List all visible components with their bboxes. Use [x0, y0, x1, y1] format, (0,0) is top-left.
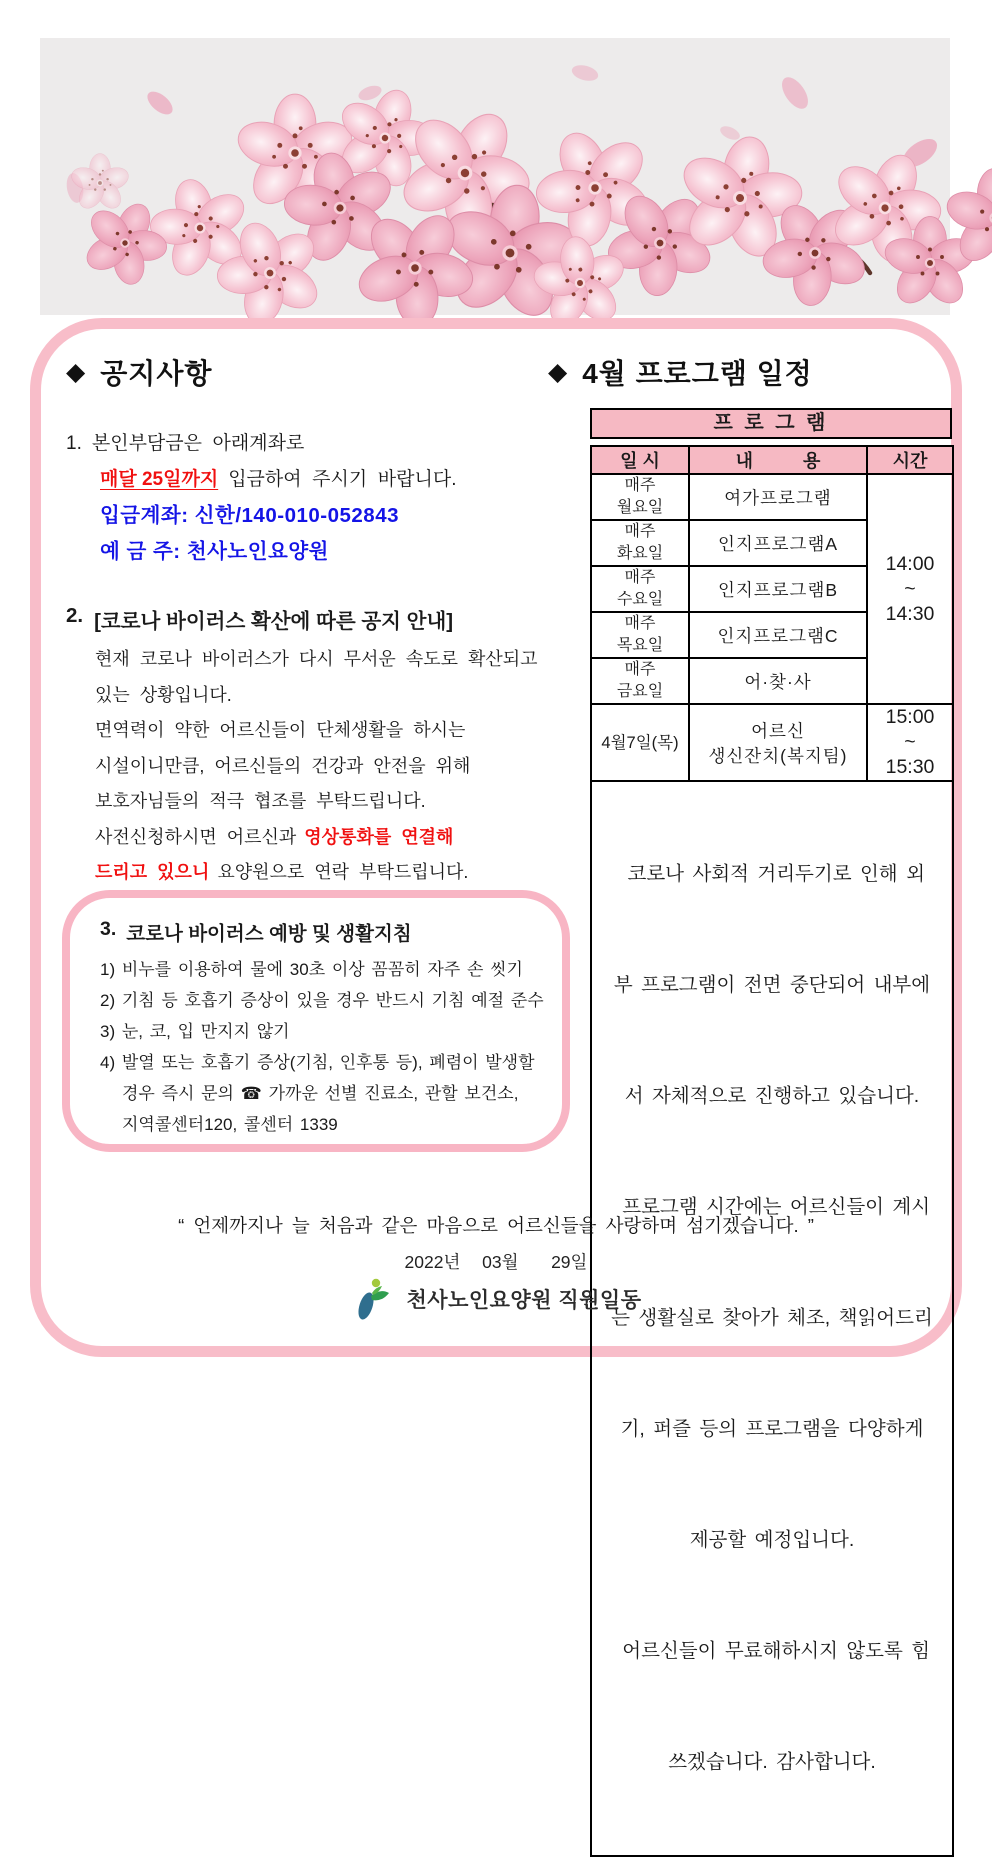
content-cell: 여가프로그램: [689, 474, 867, 520]
covid-body-line: 현재 코로나 바이러스가 다시 무서운 속도로 확산되고: [95, 649, 538, 669]
diamond-icon: ◆: [548, 357, 569, 386]
guideline-line: 4) 발열 또는 호흡기 증상(기침, 인후통 등), 폐렴이 발생할: [100, 1053, 535, 1072]
payment-account-line: [100, 498, 456, 534]
note-line: 프로그램 시간에는 어르신들이 계시: [613, 1196, 931, 1218]
day-cell: [591, 474, 689, 520]
note-line: 코로나 사회적 거리두기로 인해 외: [619, 863, 925, 885]
day-line: 화요일: [616, 545, 664, 562]
covid-body-line: 면역력이 약한 어르신들이 단체생활을 하시는: [95, 720, 466, 740]
content-cell: 인지프로그램C: [689, 612, 867, 658]
cherry-blossom-banner: [40, 38, 950, 315]
guideline-line: 3) 눈, 코, 입 만지지 않기: [100, 1022, 290, 1041]
footer-date: 2022년 03월 29일: [404, 1252, 588, 1272]
item-number: 1.: [66, 433, 82, 454]
content-cell: [689, 704, 867, 781]
day-line: 월요일: [616, 499, 664, 516]
payment-line-1: [66, 426, 456, 462]
covid-guideline-box: [62, 890, 570, 1152]
footer-quote: “ 언제까지나 늘 처음과 같은 마음으로 어르신들을 사랑하며 섬기겠습니다. ”: [178, 1215, 814, 1236]
contact-highlight: 드리고 있으니: [95, 862, 210, 882]
program-schedule: [590, 408, 952, 1857]
notices-title-text: 공지사항: [100, 358, 213, 389]
note-line: 쓰겠습니다. 감사합니다.: [668, 1751, 876, 1773]
facility-logo-icon: [351, 1276, 397, 1322]
day-line: 금요일: [616, 683, 664, 700]
video-call-highlight: 영상통화를 연결해: [304, 826, 454, 847]
col-header-time: 시간: [867, 446, 953, 474]
schedule-section-title: [548, 352, 813, 392]
note-line: 부 프로그램이 전면 중단되어 내부에: [613, 974, 931, 996]
covid-notice-heading: [66, 604, 538, 634]
day-line: 매주: [624, 661, 656, 678]
payment-intro: 본인부담금은 아래계좌로: [91, 433, 305, 454]
day-line: 수요일: [616, 591, 664, 608]
guideline-heading-text: 코로나 바이러스 예방 및 생활지침: [126, 923, 412, 945]
covid-heading-text: [코로나 바이러스 확산에 따른 공지 안내]: [94, 610, 454, 633]
content-cell: 인지프로그램B: [689, 566, 867, 612]
schedule-title-text: 4월 프로그램 일정: [582, 358, 813, 389]
item-number: 2.: [66, 604, 84, 627]
notices-section-title: [66, 352, 212, 392]
note-line: 제공할 예정입니다.: [689, 1529, 855, 1551]
note-line: 서 자체적으로 진행하고 있습니다.: [624, 1085, 920, 1107]
signature-text: 천사노인요양원 직원일동: [406, 1289, 642, 1312]
col-header-datetime: 일 시: [591, 446, 689, 474]
table-column-header-row: [591, 446, 953, 474]
guideline-line: 1) 비누를 이용하여 물에 30초 이상 꼼꼼히 자주 손 씻기: [100, 960, 523, 979]
day-line: 매주: [624, 523, 656, 540]
item-number: 3.: [100, 918, 117, 940]
time-end: 15:30: [885, 756, 935, 778]
note-line: 는 생활실로 찾아가 체조, 책읽어드리: [611, 1307, 933, 1329]
time-tilde: ~: [904, 731, 916, 753]
day-cell: 4월7일(목): [591, 704, 689, 781]
table-row-birthday: [591, 704, 953, 781]
day-cell: [591, 520, 689, 566]
guideline-line: 2) 기침 등 호흡기 증상이 있을 경우 반드시 기침 예절 준수: [100, 991, 544, 1010]
time-start: 14:00: [885, 552, 935, 575]
covid-notice-body: [95, 642, 538, 891]
day-cell: [591, 566, 689, 612]
payment-line-2: [100, 462, 456, 498]
content-line: 생신잔치(복지팀): [708, 745, 848, 766]
program-table: [590, 445, 954, 1857]
covid-body-line-video-call: [95, 820, 538, 856]
footer-signature: [0, 1276, 992, 1322]
guideline-heading: [100, 918, 552, 946]
time-end: 14:30: [885, 602, 935, 625]
notice-item-covid: [66, 604, 538, 891]
table-row: [591, 474, 953, 520]
content-cell: 인지프로그램A: [689, 520, 867, 566]
time-tilde: ~: [904, 577, 916, 600]
covid-body-line: 시설이니만큼, 어르신들의 건강과 안전을 위해: [95, 755, 471, 776]
day-line: 매주: [624, 477, 656, 494]
video-call-prefix: 사전신청하시면 어르신과: [95, 826, 297, 847]
day-line: 매주: [624, 615, 656, 632]
payment-holder-line: [100, 534, 456, 570]
notice-item-payment: [66, 426, 456, 570]
day-cell: [591, 658, 689, 704]
content-cell: 어·찾·사: [689, 658, 867, 704]
covid-body-line-contact: [95, 855, 538, 891]
day-cell: [591, 612, 689, 658]
col-header-content: 내 용: [689, 446, 867, 474]
payment-deadline: 매달 25일까지: [100, 469, 219, 490]
time-cell-birthday: [867, 704, 953, 781]
diamond-icon: ◆: [66, 357, 87, 386]
time-cell-weekly: [867, 474, 953, 704]
account-holder: 예 금 주: 천사노인요양원: [100, 540, 329, 563]
covid-body-line: 보호자님들의 적극 협조를 부탁드립니다.: [95, 791, 426, 811]
cherry-blossom-illustration: [40, 38, 950, 315]
covid-body-line: 있는 상황입니다.: [95, 684, 232, 705]
payment-request: 입금하여 주시기 바랍니다.: [228, 469, 457, 490]
content-line: 어르신: [751, 720, 805, 741]
program-table-title: 프 로 그 램: [590, 408, 952, 439]
note-line: 어르신들이 무료해하시지 않도록 힘: [613, 1640, 931, 1662]
time-start: 15:00: [885, 706, 935, 728]
guideline-line: 경우 즉시 문의 ☎ 가까운 선별 진료소, 관할 보건소,: [122, 1084, 519, 1103]
day-line: 목요일: [616, 637, 664, 654]
account-number: 입금계좌: 신한/140-010-052843: [100, 504, 400, 527]
contact-suffix: 요양원으로 연락 부탁드립니다.: [217, 862, 469, 882]
note-line: 기, 퍼즐 등의 프로그램을 다양하게: [620, 1418, 924, 1440]
day-line: 매주: [624, 569, 656, 586]
guideline-line: 지역콜센터120, 콜센터 1339: [122, 1115, 338, 1134]
